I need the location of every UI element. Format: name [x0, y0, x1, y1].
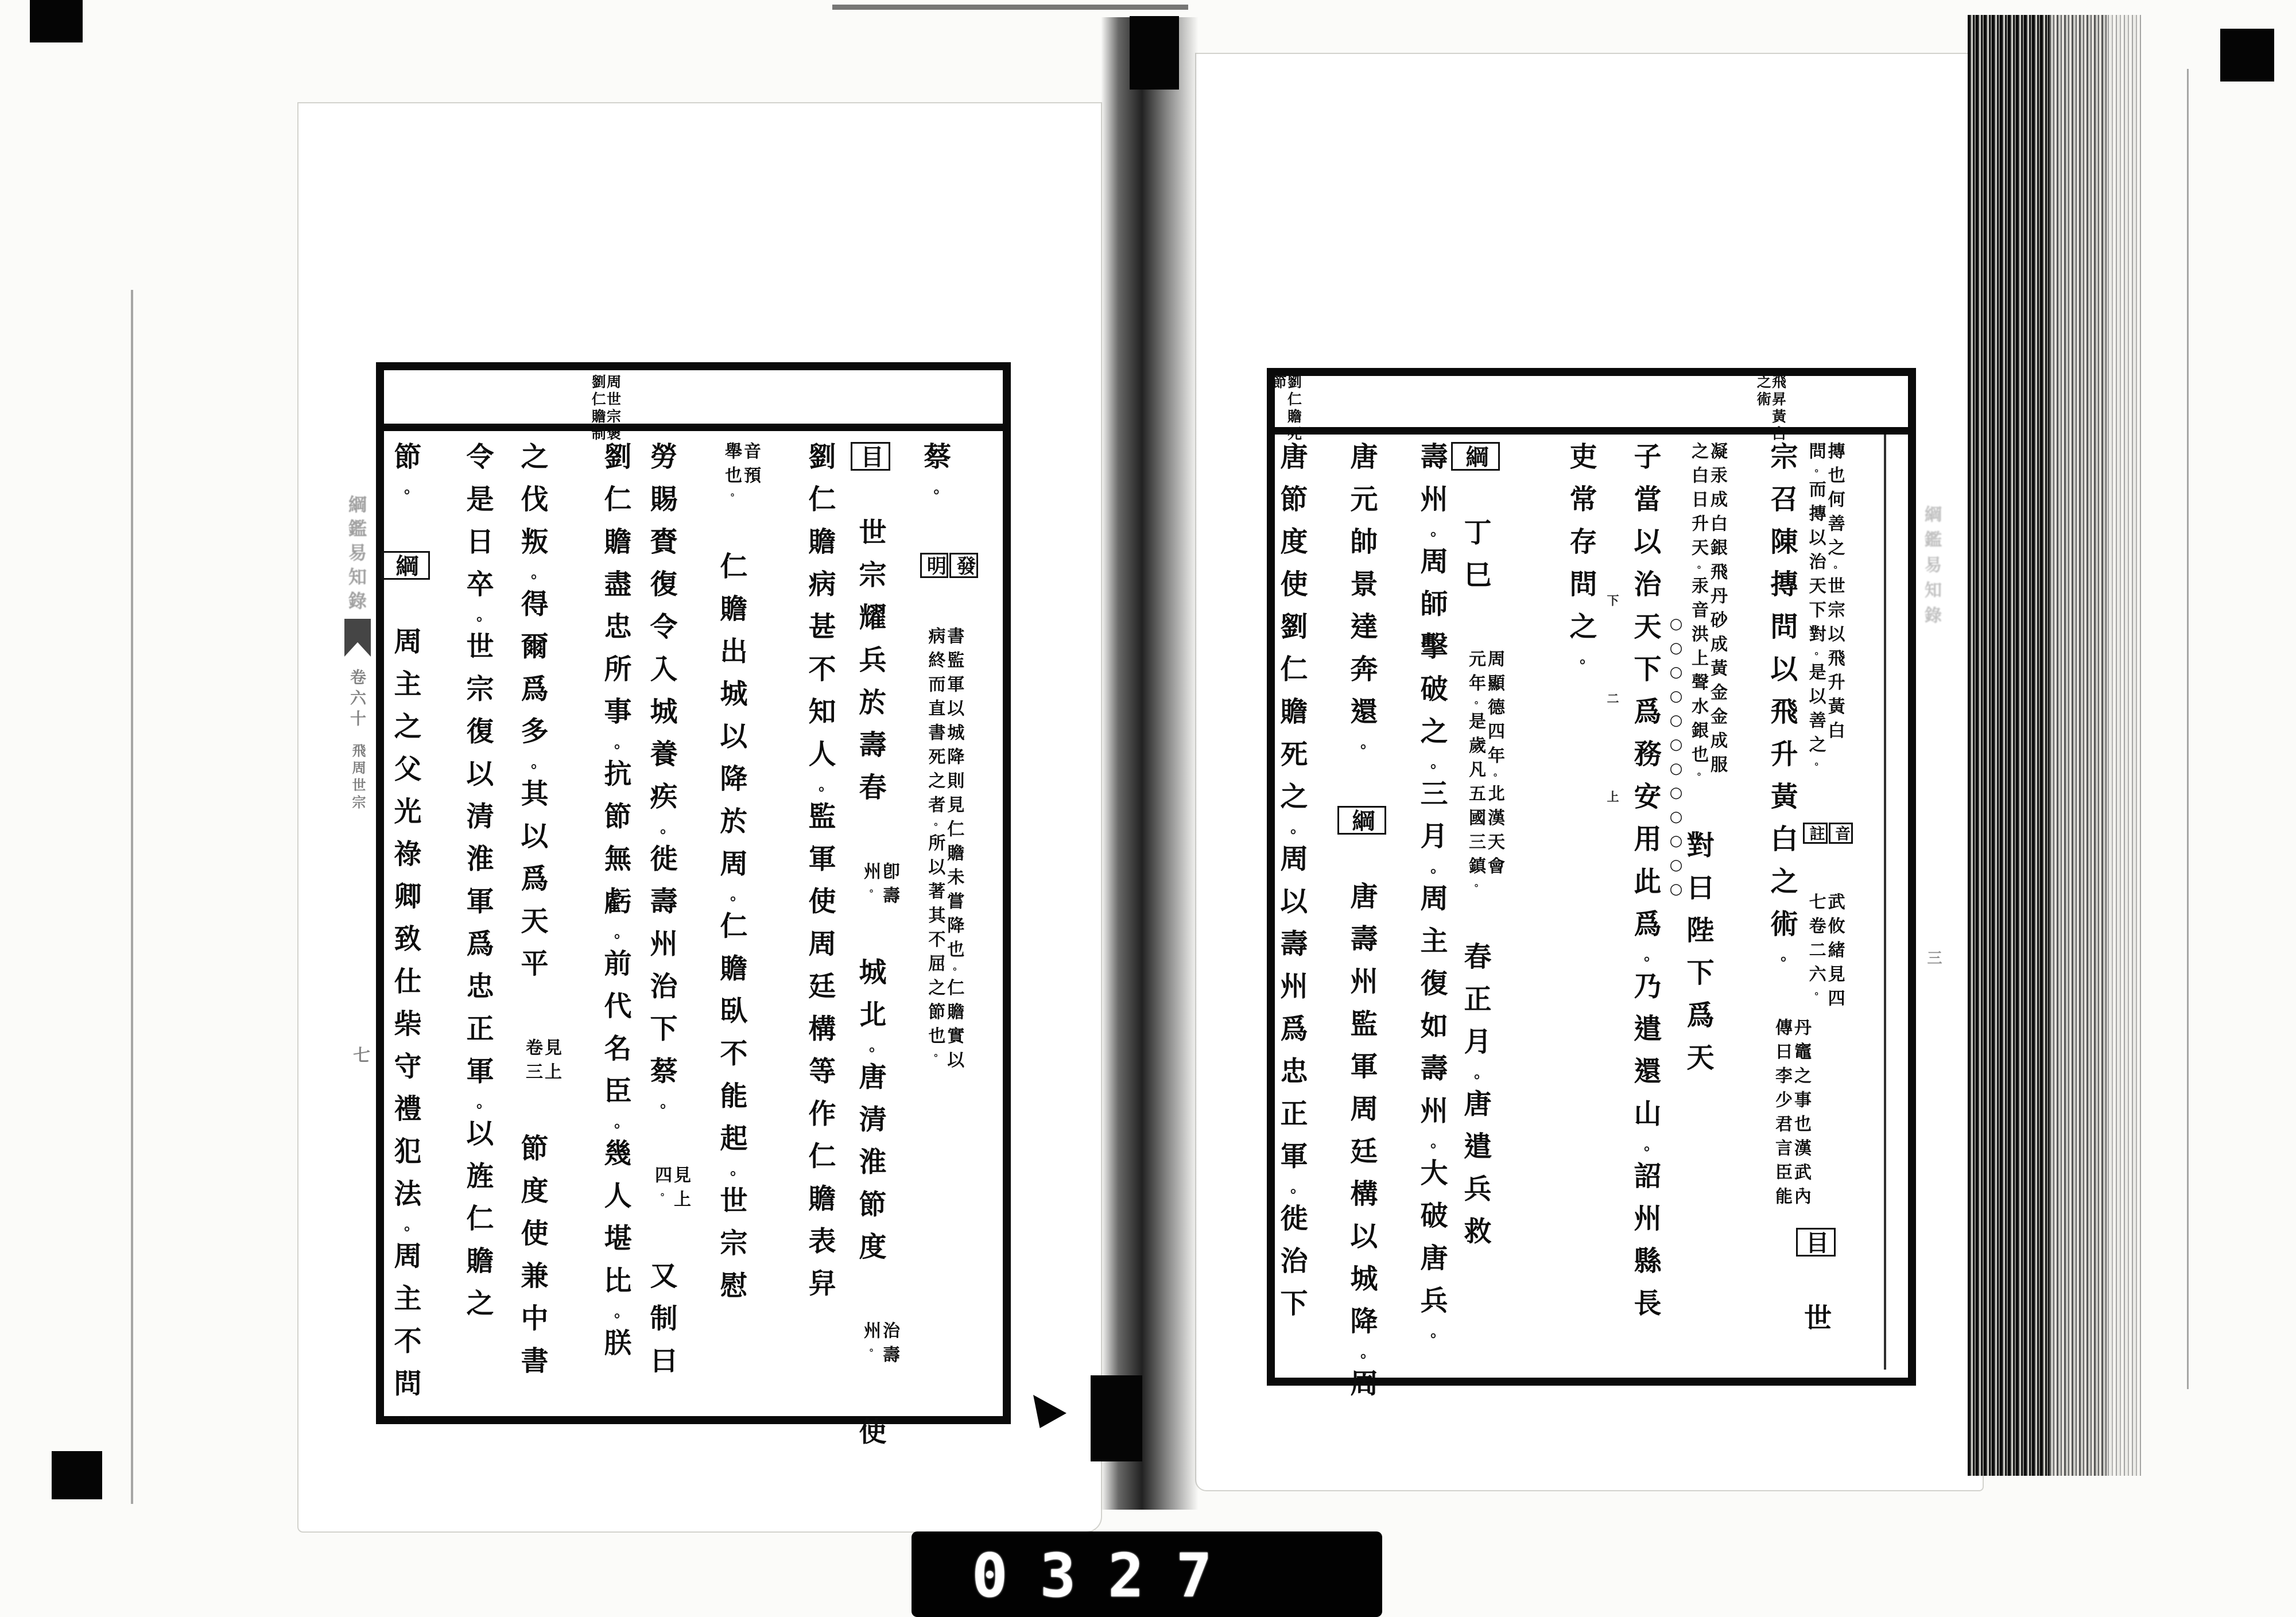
note-left-half: 七卷二六。 — [1805, 892, 1826, 1003]
main-text: 勞賜賚復令入城養疾。徙壽州治下蔡。 — [645, 442, 677, 1119]
text-column — [591, 442, 633, 1371]
gutter-mark-bottom — [1091, 1375, 1142, 1461]
text-column — [381, 442, 422, 1431]
note-right-half: 卽壽 — [879, 862, 899, 910]
fore-edge-line — [2187, 69, 2189, 1389]
ming-box: 明 — [920, 553, 949, 578]
text-column — [1267, 442, 1309, 1331]
margin-note-line: 之術 — [1755, 374, 1772, 409]
fore-edge-title: 綱鑑易知錄 — [1921, 505, 1941, 631]
note-right-half: 周顯德四年。北漢天會 — [1484, 650, 1504, 881]
note-pair — [925, 627, 963, 1075]
main-text: 宗召陳摶問以飛升黃白之術。 — [1766, 442, 1798, 972]
main-text: 仁贍出城以降於周。仁贍臥不能起。世宗慰 — [715, 551, 747, 1313]
yin-box: 音 — [1829, 823, 1853, 844]
text-column — [1621, 442, 1662, 1331]
main-text: 唐壽州監軍周廷構以城降。周 — [1345, 882, 1378, 1412]
note-left-half: 卷三 — [522, 1038, 542, 1087]
note-left-half: 舉也。 — [722, 442, 742, 505]
note-right-half: 摶也何善之。世宗以飛升黃白 — [1824, 442, 1845, 746]
main-text: 令是日卒。世宗復以清淮軍爲忠正軍。以旌仁贍之 — [461, 442, 494, 1331]
text-column — [715, 442, 761, 1313]
tone-reference-marks: 下二上 — [1605, 594, 1620, 889]
main-text: 周主之父光祿卿致仕柴守禮犯法。周主不問。 — [389, 627, 421, 1432]
section-label-faming — [919, 551, 979, 580]
main-text: 吏常存問之。 — [1565, 442, 1597, 674]
gang-label: 綱 — [1337, 806, 1386, 835]
main-text: 丁巳 — [1459, 518, 1491, 603]
note-left-half: 州。 — [860, 862, 881, 901]
gutter-mark-top — [1130, 16, 1179, 90]
frame-counter-plate — [912, 1531, 1382, 1617]
text-column — [1557, 442, 1598, 674]
left-header-rule — [384, 424, 1003, 431]
main-text: 蔡。 — [918, 442, 951, 505]
main-text: 使 — [854, 1417, 886, 1460]
frame-counter-digits: 0327 — [972, 1541, 1244, 1611]
main-text: 唐節度使劉仁贍死之。周以壽州爲忠正軍。徙治下 — [1275, 442, 1308, 1331]
note-right-half: 見上 — [670, 1165, 691, 1214]
note-pair — [1806, 442, 1844, 774]
text-column — [1407, 442, 1449, 1348]
text-column — [854, 442, 899, 1460]
note-left-half: 四。 — [651, 1165, 672, 1204]
text-column — [453, 442, 495, 1331]
main-text: 唐元帥景達奔還。 — [1345, 442, 1378, 759]
spacer — [1815, 1060, 1816, 1181]
main-text: 世 — [1799, 1303, 1832, 1346]
banxin-separator-line — [1884, 435, 1886, 1370]
text-column — [796, 442, 837, 1311]
note-left-half: 之白日升天。汞音洪上聲水銀也。 — [1688, 442, 1708, 784]
note-pair — [1773, 1018, 1810, 1211]
note-pair — [861, 862, 899, 910]
note-right-half: 音預 — [740, 442, 761, 490]
note-pair — [1466, 650, 1504, 895]
note-right-half: 丹竈之事也漢武內 — [1791, 1018, 1811, 1212]
fore-edge-streaks — [2049, 15, 2108, 1476]
main-text: 壽州。周師擊破之。三月。周主復如壽州。大破唐兵。 — [1415, 442, 1448, 1348]
spine-juan-number: 卷六十 — [348, 669, 367, 731]
note-pair — [523, 1038, 561, 1087]
note-right-half: 武攸緒見四 — [1824, 892, 1845, 1013]
main-text: 子當以治天下爲務安用此爲。乃遣還山。詔州縣長 — [1629, 442, 1661, 1331]
note-left-half: 問。而摶以治天下對。是以善之。 — [1805, 442, 1826, 774]
note-pair — [652, 1166, 690, 1214]
main-text: 對曰陛下爲天 — [1682, 831, 1714, 1085]
film-mark-top-left — [30, 0, 83, 42]
note-pair — [861, 1321, 899, 1370]
fore-edge-streaks — [1968, 15, 2049, 1476]
text-column — [1337, 442, 1379, 1412]
margin-note-liurenzhan-sijie — [1271, 374, 1301, 443]
main-text: 世宗耀兵於壽春 — [854, 518, 886, 815]
text-column — [1766, 442, 1811, 1212]
fore-edge-streaks — [2108, 15, 2141, 1476]
film-mark-bottom-left — [52, 1451, 102, 1499]
note-left-half: 元年。是歲凡五國三鎮。 — [1465, 650, 1486, 895]
text-column — [645, 442, 691, 1389]
main-text: 劉仁贍病甚不知人。監軍使周廷構等作仁贍表舁 — [804, 442, 836, 1312]
main-text: 又制曰 — [645, 1261, 677, 1389]
note-right-half: 治壽 — [879, 1321, 899, 1370]
mu-label: 目 — [1796, 1228, 1836, 1257]
main-text: 城北。唐清淮節度 — [854, 957, 886, 1275]
gang-label: 綱 — [381, 551, 430, 580]
text-column — [516, 442, 561, 1389]
text-column — [1682, 442, 1727, 1085]
fore-edge-mark: 三 — [1925, 950, 1942, 965]
note-pair — [1689, 442, 1727, 784]
spine-section-title: 飛周世宗 — [350, 743, 366, 812]
main-text: 劉仁贍盡忠所事。抗節無虧。前代名臣。幾人堪比。朕 — [599, 442, 631, 1371]
right-header-rule — [1275, 427, 1908, 435]
book-gutter — [1101, 17, 1199, 1510]
note-right-half: 凝汞成白銀飛丹砂成黃金金成服 — [1707, 442, 1727, 780]
main-text: 春正月。唐遣兵救 — [1459, 942, 1491, 1259]
margin-note-line: 劉仁贍死 — [1285, 374, 1302, 443]
zhu-box: 註 — [1803, 823, 1827, 844]
note-left-half: 傳曰李少君言臣能 — [1772, 1018, 1792, 1212]
margin-note-line: 飛昇黃白 — [1770, 374, 1787, 443]
fa-box: 發 — [949, 553, 978, 578]
scan-line-left — [131, 290, 133, 1504]
text-column — [918, 442, 979, 1075]
note-pair — [722, 442, 760, 505]
main-text: 節。 — [389, 442, 421, 505]
margin-note-feisheng-huangbai — [1755, 374, 1786, 443]
scan-line-top — [832, 5, 1188, 10]
spine-leaf-number: 七 — [350, 1046, 370, 1063]
spine-title: 綱鑑易知錄 — [346, 495, 367, 615]
text-column — [1459, 442, 1504, 1259]
margin-note-line: 劉仁贍制 — [589, 374, 607, 443]
note-pair — [1806, 893, 1844, 1013]
margin-note-zhou-shizong-bao — [590, 374, 620, 443]
emphasis-circles: ○○○○○○○○○○○○ — [1667, 615, 1685, 905]
mu-label: 目 — [851, 442, 890, 471]
margin-note-line: 節 — [1270, 374, 1287, 391]
main-text: 之伐叛。得爾爲多。其以爲天平 — [516, 442, 548, 991]
note-right-half: 見上 — [541, 1038, 561, 1087]
margin-note-line: 周世宗褒 — [604, 374, 622, 443]
main-text: 節度使兼中書 — [516, 1133, 548, 1389]
note-right-half: 書監軍以城降則見仁贍未嘗降也。仁贍實以 — [944, 627, 964, 1075]
note-left-half: 病終而直書死之者。所以著其不屈之節也。 — [925, 627, 945, 1065]
gang-label: 綱 — [1451, 442, 1500, 471]
note-left-half: 州。 — [860, 1321, 881, 1360]
film-mark-top-right — [2220, 29, 2274, 82]
